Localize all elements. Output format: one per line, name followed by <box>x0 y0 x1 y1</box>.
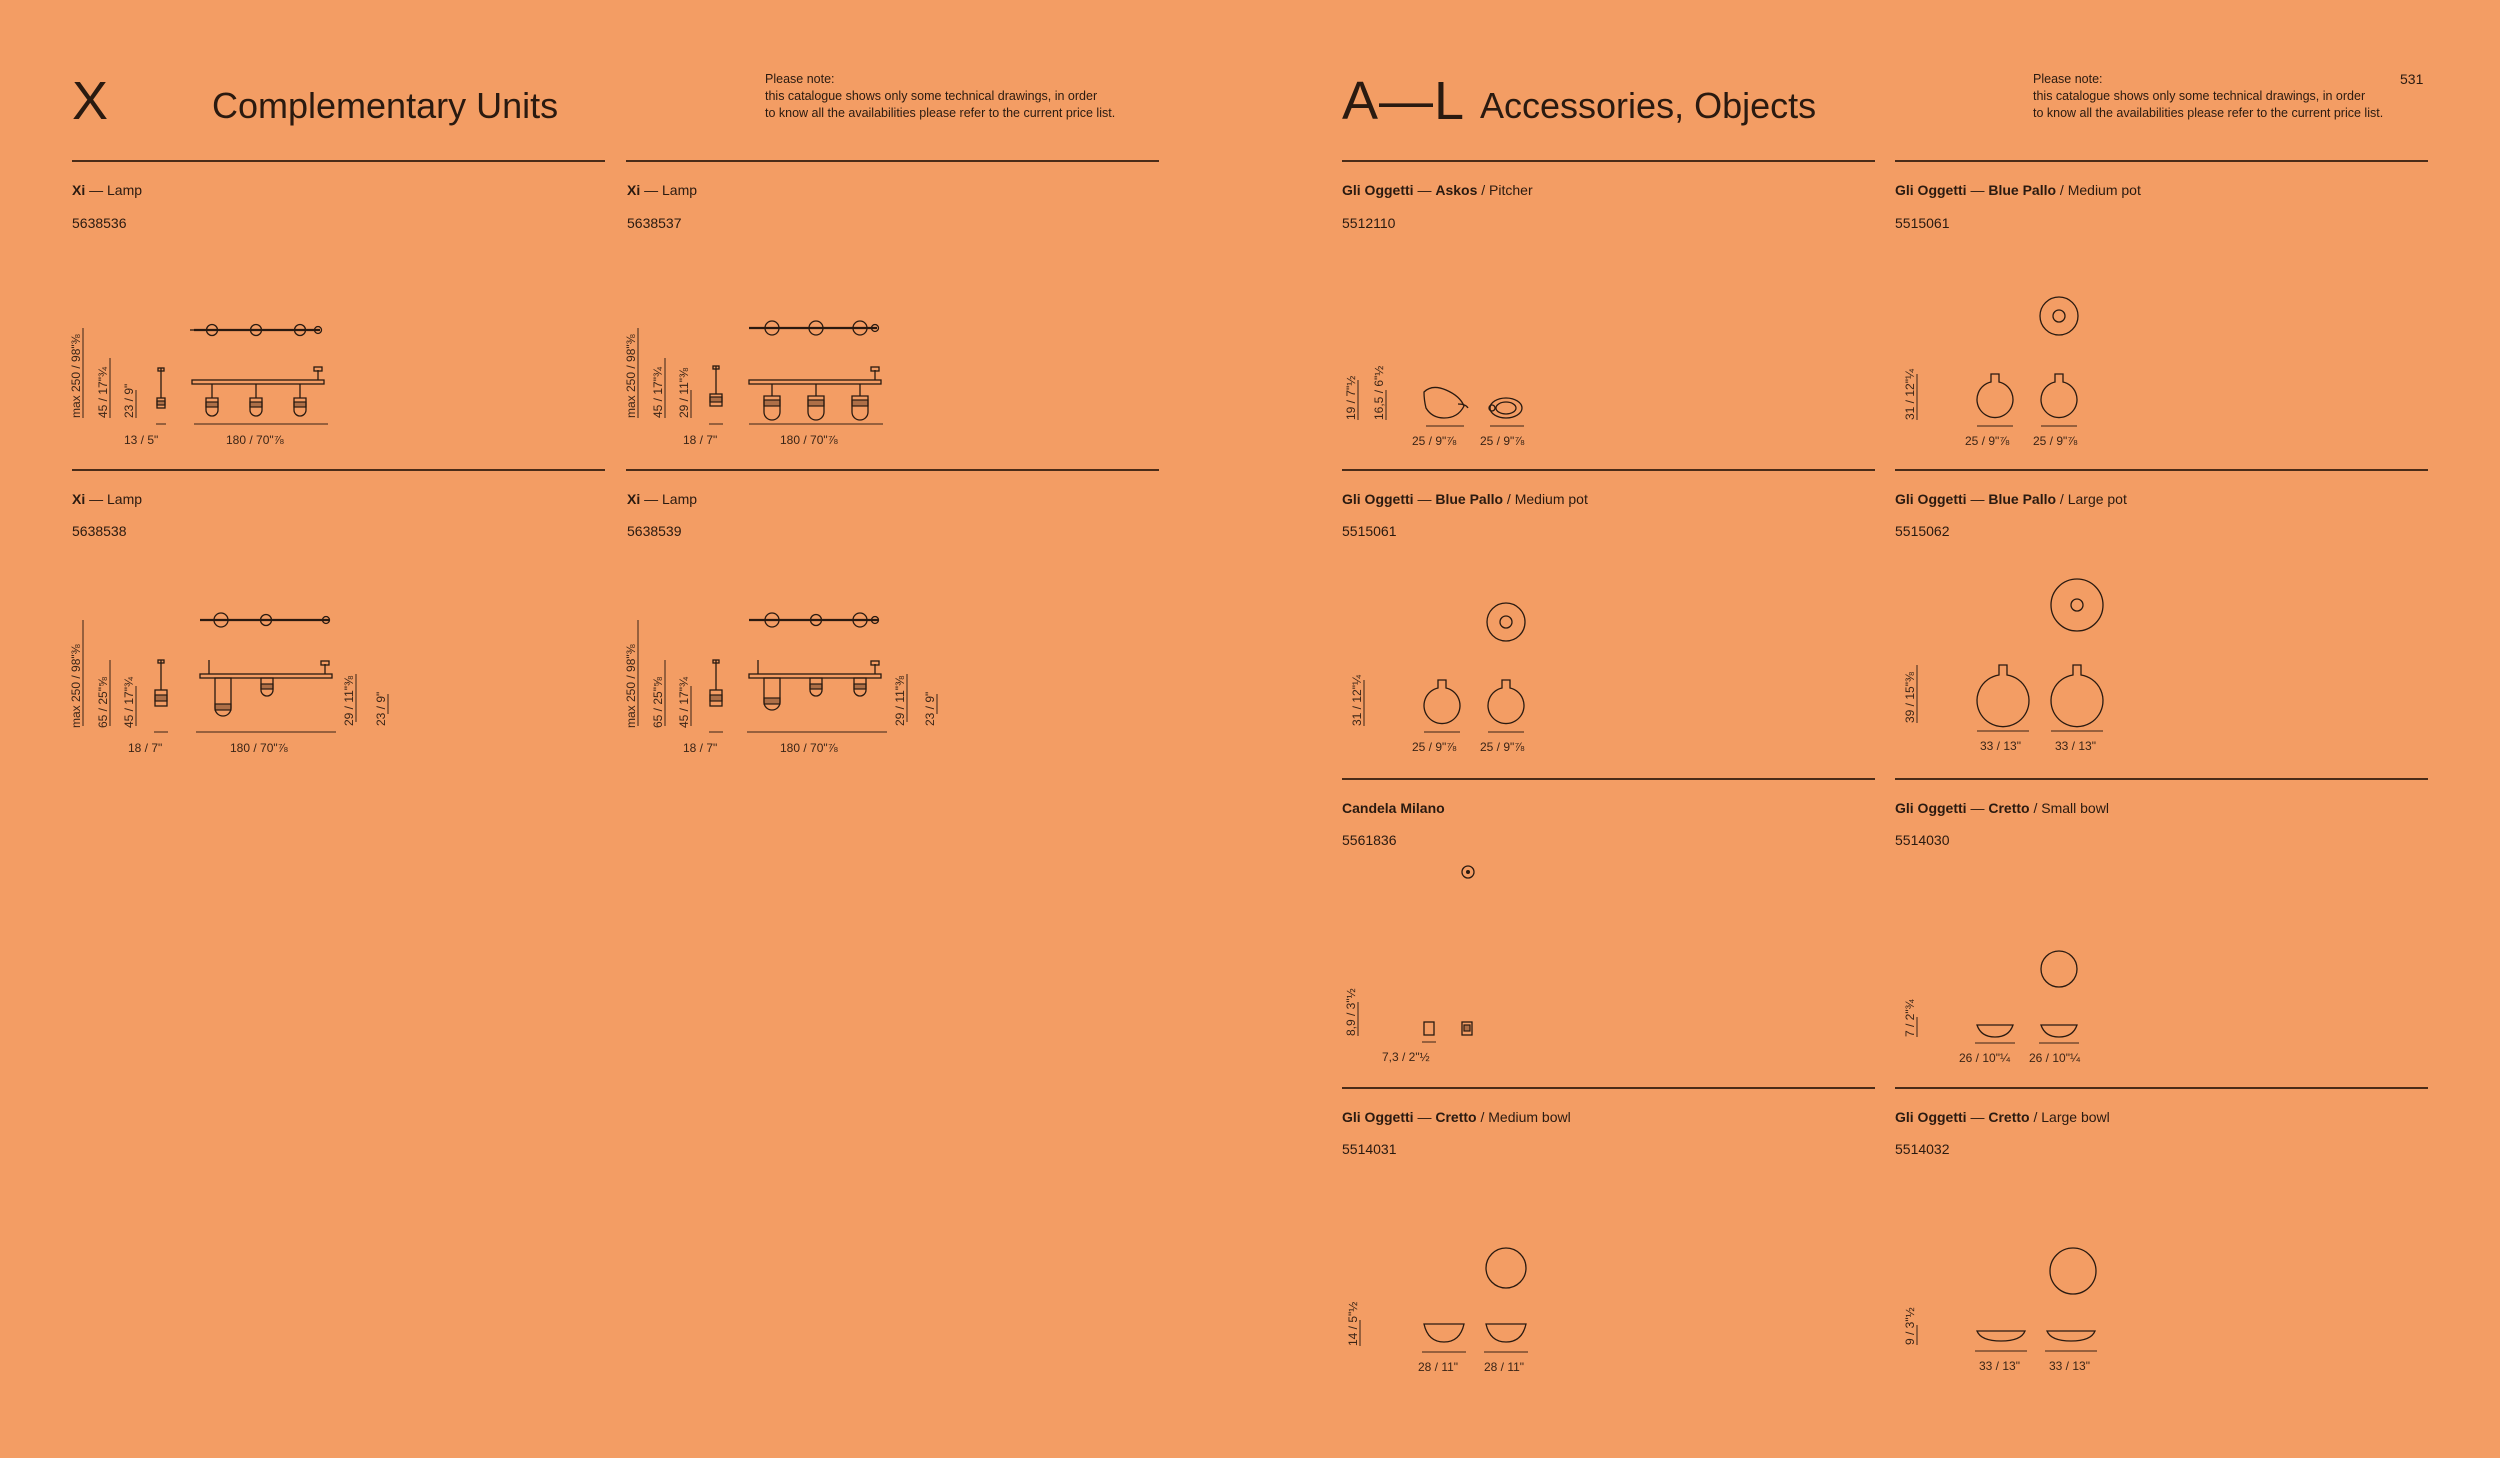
dimension-label: 45 / 17"¾ <box>651 367 665 418</box>
dimension-label: 14 / 5"½ <box>1346 1301 1360 1346</box>
product-title: Gli Oggetti — Blue Pallo / Large pot <box>1895 491 2127 507</box>
divider <box>1895 778 2428 780</box>
dimension-label: 31 / 12"¼ <box>1903 369 1917 420</box>
dimension-label: 180 / 70"⅞ <box>780 433 838 447</box>
divider <box>626 469 1159 471</box>
dimension-label: 25 / 9"⅞ <box>1412 740 1457 754</box>
product-title: Xi — Lamp <box>627 182 698 198</box>
dimension-label: 31 / 12"¼ <box>1350 675 1364 726</box>
section-letter: A—L <box>1342 71 1466 131</box>
dimension-label: 25 / 9"⅞ <box>1480 740 1525 754</box>
candle-drawing <box>1342 860 1562 1070</box>
divider <box>72 469 605 471</box>
product-code: 5638539 <box>627 523 682 539</box>
product-code: 5512110 <box>1342 215 1396 231</box>
dimension-label: 13 / 5" <box>124 433 159 447</box>
section-title: Complementary Units <box>212 85 559 126</box>
catalogue-note <box>2033 71 2383 122</box>
bowl-drawing <box>1342 1240 1562 1380</box>
divider <box>1342 160 1875 162</box>
product-code: 5515061 <box>1342 523 1397 539</box>
dimension-label: max 250 / 98"⅜ <box>624 334 638 418</box>
dimension-label: 39 / 15"⅜ <box>1903 672 1917 723</box>
note-title: Please note: <box>2033 72 2103 86</box>
dimension-label: 29 / 11"⅜ <box>342 675 356 726</box>
product-title: Gli Oggetti — Askos / Pitcher <box>1342 182 1533 198</box>
bowl-drawing <box>1895 1245 2115 1380</box>
product-title: Gli Oggetti — Cretto / Medium bowl <box>1342 1109 1571 1125</box>
catalogue-note <box>765 71 1115 122</box>
dimension-label: 65 / 25"⅝ <box>96 677 110 728</box>
note-line: to know all the availabilities please refer to the current price list. <box>765 106 1116 120</box>
dimension-label: max 250 / 98"⅜ <box>69 334 83 418</box>
bowl-drawing <box>1895 945 2115 1070</box>
dimension-label: 26 / 10"¼ <box>1959 1051 2010 1065</box>
product-title: Xi — Lamp <box>627 491 698 507</box>
divider <box>1895 160 2428 162</box>
product-code: 5638538 <box>72 523 127 539</box>
dimension-label: 33 / 13" <box>2055 739 2096 753</box>
product-code: 5514032 <box>1895 1141 1950 1157</box>
dimension-label: 25 / 9"⅞ <box>2033 434 2078 448</box>
note-line: to know all the availabilities please refer to the current price list. <box>2033 106 2384 120</box>
pot-drawing <box>1342 598 1562 758</box>
dimension-label: 19 / 7"½ <box>1344 375 1358 420</box>
pot-drawing <box>1895 290 2115 450</box>
dimension-label: 180 / 70"⅞ <box>226 433 284 447</box>
note-line: this catalogue shows only some technical drawings, in order <box>765 89 1098 103</box>
lamp-drawing <box>624 318 927 448</box>
product-title: Candela Milano <box>1342 800 1445 816</box>
divider <box>1342 778 1875 780</box>
dimension-label: 45 / 17"¾ <box>122 677 136 728</box>
product-title: Gli Oggetti — Cretto / Small bowl <box>1895 800 2109 816</box>
dimension-label: 25 / 9"⅞ <box>1480 434 1525 448</box>
note-title: Please note: <box>765 72 835 86</box>
dimension-label: max 250 / 98"⅜ <box>69 644 83 728</box>
product-code: 5514030 <box>1895 832 1950 848</box>
lamp-drawing <box>624 610 967 760</box>
dimension-label: max 250 / 98"⅜ <box>624 644 638 728</box>
dimension-label: 23 / 9" <box>374 691 388 726</box>
dimension-label: 45 / 17"¾ <box>677 677 691 728</box>
product-title: Xi — Lamp <box>72 491 143 507</box>
dimension-label: 9 / 3"½ <box>1903 1307 1917 1345</box>
dimension-label: 33 / 13" <box>2049 1359 2090 1373</box>
dimension-label: 25 / 9"⅞ <box>1412 434 1457 448</box>
dimension-label: 180 / 70"⅞ <box>780 741 838 755</box>
product-code: 5515061 <box>1895 215 1950 231</box>
dimension-label: 29 / 11"⅜ <box>677 367 691 418</box>
divider <box>1895 469 2428 471</box>
dimension-label: 18 / 7" <box>683 741 718 755</box>
divider <box>626 160 1159 162</box>
pitcher-drawing <box>1342 350 1562 450</box>
dimension-label: 33 / 13" <box>1979 1359 2020 1373</box>
product-code: 5638536 <box>72 215 127 231</box>
product-title: Gli Oggetti — Blue Pallo / Medium pot <box>1895 182 2141 198</box>
dimension-label: 45 / 17"¾ <box>96 367 110 418</box>
product-code: 5638537 <box>627 215 682 231</box>
product-code: 5515062 <box>1895 523 1950 539</box>
product-code: 5514031 <box>1342 1141 1397 1157</box>
section-letter: X <box>72 71 110 131</box>
dimension-label: 65 / 25"⅝ <box>651 677 665 728</box>
dimension-label: 26 / 10"¼ <box>2029 1051 2080 1065</box>
lamp-drawing <box>69 318 372 448</box>
divider <box>1342 1087 1875 1089</box>
divider <box>72 160 605 162</box>
product-title: Xi — Lamp <box>72 182 143 198</box>
lamp-drawing <box>69 610 412 760</box>
divider <box>1342 469 1875 471</box>
section-title: Accessories, Objects <box>1480 85 1817 126</box>
divider <box>1895 1087 2428 1089</box>
dimension-label: 29 / 11"⅜ <box>893 675 907 726</box>
product-title: Gli Oggetti — Cretto / Large bowl <box>1895 1109 2110 1125</box>
dimension-label: 23 / 9" <box>923 691 937 726</box>
product-title: Gli Oggetti — Blue Pallo / Medium pot <box>1342 491 1588 507</box>
dimension-label: 7 / 2"¾ <box>1903 999 1917 1037</box>
product-code: 5561836 <box>1342 832 1397 848</box>
page-number: 531 <box>2400 71 2424 87</box>
dimension-label: 25 / 9"⅞ <box>1965 434 2010 448</box>
note-line: this catalogue shows only some technical drawings, in order <box>2033 89 2366 103</box>
dimension-label: 180 / 70"⅞ <box>230 741 288 755</box>
dimension-label: 18 / 7" <box>128 741 163 755</box>
dimension-label: 28 / 11" <box>1418 1360 1459 1374</box>
dimension-label: 33 / 13" <box>1980 739 2021 753</box>
dimension-label: 16,5 / 6"½ <box>1372 365 1386 420</box>
dimension-label: 8,9 / 3"½ <box>1344 988 1358 1036</box>
pot-drawing <box>1895 575 2135 765</box>
dimension-label: 23 / 9" <box>122 383 136 418</box>
dimension-label: 7,3 / 2"½ <box>1382 1050 1430 1064</box>
dimension-label: 28 / 11" <box>1484 1360 1525 1374</box>
dimension-label: 18 / 7" <box>683 433 718 447</box>
